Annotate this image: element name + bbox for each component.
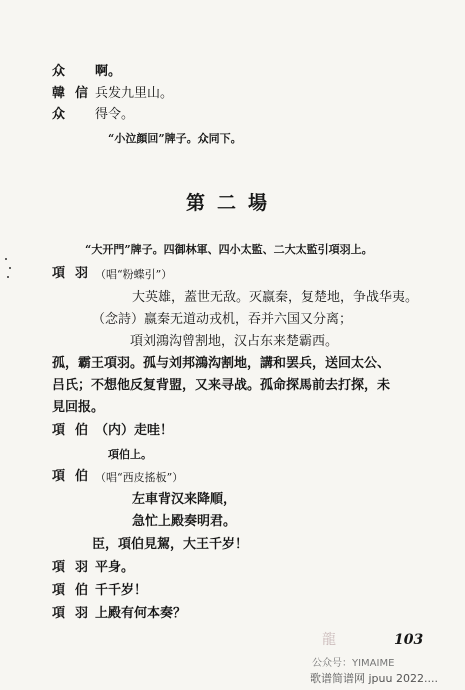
speech-line: 吕氏；不想他反复背盟，又来寻战。孤命探馬前去打探，未 (52, 378, 391, 393)
speech-line: 臣，項伯見駕，大王千岁！ (92, 537, 249, 552)
singing-note: （唱“粉蝶引”） (95, 268, 173, 281)
stage-direction: “小泣顔回”牌子。众同下。 (108, 132, 242, 145)
speaker-xiang-yu: 項羽 (52, 606, 99, 621)
dialogue-line: 平身。 (95, 560, 135, 575)
speaker-xiang-bo: 項伯 (52, 423, 99, 438)
scan-speck (9, 267, 11, 269)
dialogue-line: 得令。 (95, 107, 135, 122)
speech-line: 孤，霸王項羽。孤与刘邦鴻沟割地，講和罢兵，送回太公、 (52, 356, 391, 371)
dialogue-line: 兵发九里山。 (95, 86, 174, 101)
scan-speck (7, 276, 9, 278)
dialogue-line: 上殿有何本奏？ (95, 606, 187, 621)
verse-line: 急忙上殿奏明君。 (132, 514, 237, 529)
stage-direction: 項伯上。 (108, 448, 152, 461)
verse-line: 大英雄，蓋世无敌。灭嬴秦，复楚地，争战华夷。 (132, 290, 419, 305)
page-number: 103 (394, 632, 424, 648)
scan-speck (5, 258, 7, 260)
scene-title: 第二場 (185, 192, 279, 214)
speaker-xiang-yu: 項羽 (52, 266, 99, 281)
stage-direction: “大开門”牌子。四御林軍、四小太監、二大太監引項羽上。 (85, 243, 373, 256)
speaker-chorus: 众 (52, 107, 66, 122)
speaker-xiang-bo: 項伯 (52, 469, 99, 484)
verse-line: （念詩）嬴秦无道动戎机，吞并六国又分离； (92, 312, 353, 327)
watermark-logo: 龍 (322, 632, 336, 648)
singing-note: （唱“西皮搖板”） (95, 471, 184, 484)
speaker-chorus: 众 (52, 64, 66, 79)
verse-line: 項刘鴻沟曾割地，汉占东来楚霸西。 (130, 334, 339, 349)
dialogue-line: 千千岁！ (95, 583, 148, 598)
speaker-han-xin: 韓信 (52, 86, 99, 101)
watermark-site: 公众号：YIMAIME (312, 658, 395, 669)
watermark-caption: 歌谱简谱网 jpuu 2022.... (310, 672, 438, 685)
dialogue-line: （内）走哇！ (95, 423, 174, 438)
verse-line: 左車背汉来降順， (132, 492, 237, 507)
dialogue-line: 啊。 (95, 64, 122, 79)
speaker-xiang-bo: 項伯 (52, 583, 99, 598)
speech-line: 見回报。 (52, 400, 105, 415)
speaker-xiang-yu: 項羽 (52, 560, 99, 575)
